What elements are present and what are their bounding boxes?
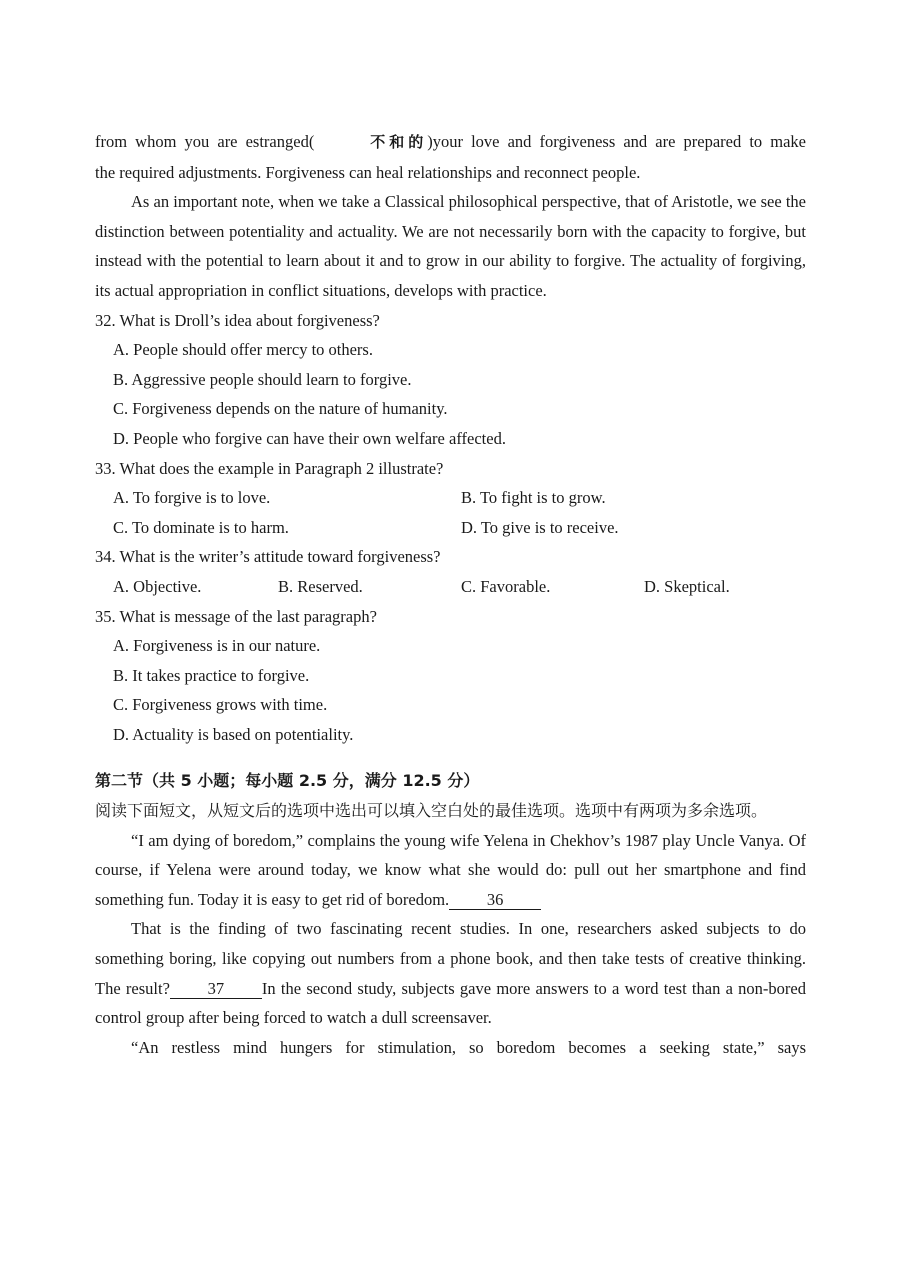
section2-paragraph-1 — [95, 826, 806, 915]
option-a: A. People should offer mercy to others. — [113, 340, 373, 360]
option-row — [95, 572, 806, 602]
option-a: A. To forgive is to love. — [113, 488, 271, 508]
option-d: D. To give is to receive. — [461, 517, 619, 537]
blank-37: 37 — [170, 980, 262, 999]
section2-paragraph-2 — [95, 914, 806, 1032]
passage-line-1 — [95, 127, 806, 158]
option-row — [95, 483, 806, 513]
option-a: A. Forgiveness is in our nature. — [113, 636, 321, 656]
paragraph-text-continued: In the second study, subjects gave more answers to a word test than a non-bored control group after being forced to watch a dull screensaver. — [95, 978, 806, 1028]
section-spacer — [95, 749, 806, 766]
question-stem: 33. What does the example in Paragraph 2 illustrate? — [95, 458, 444, 478]
option-b: B. It takes practice to forgive. — [113, 665, 310, 685]
chinese-gloss: 不和的 — [366, 133, 428, 151]
question-34 — [95, 542, 806, 601]
passage-last-paragraph: As an important note, when we take a Classical philosophical perspective, that of Aristotle, we see the distinction between potentiality and actuality. We are not necessarily born with the capacity to forgive, but instead with the potential to learn about it and to grow in our ability to forgive. The actuality of forgiving, its actual appropriation in conflict situations, develops with practice. — [95, 192, 806, 300]
option-c: C. Forgiveness grows with time. — [113, 695, 328, 715]
blank-36: 36 — [449, 891, 541, 910]
option-c: C. Forgiveness depends on the nature of humanity. — [113, 399, 448, 419]
option-d: D. Skeptical. — [644, 576, 730, 596]
exam-page — [95, 127, 806, 1062]
section2-paragraph-3: “An restless mind hungers for stimulation, so boredom becomes a seeking state,” says — [131, 1037, 806, 1057]
question-stem: 32. What is Droll’s idea about forgiveness? — [95, 310, 380, 330]
question-stem: 35. What is message of the last paragraph? — [95, 606, 377, 626]
option-b: B. To fight is to grow. — [461, 488, 606, 508]
option-c: C. Favorable. — [461, 576, 551, 596]
passage-line-1-start: from whom you are estranged( — [95, 132, 315, 151]
option-d: D. Actuality is based on potentiality. — [113, 724, 354, 744]
section-heading: 第二节（共 5 小题；每小题 2.5 分，满分 12.5 分） — [95, 771, 480, 791]
option-a: A. Objective. — [113, 576, 202, 596]
paragraph-text: That is the finding of two fascinating recent studies. In one, researchers asked subjects to do something boring, like copying out numbers from a phone book, and then take tests of creative thinking. The result? — [95, 919, 806, 998]
passage-line-1-end: )your love and forgiveness and are prepared to make — [427, 132, 806, 151]
option-b: B. Reserved. — [278, 576, 363, 596]
option-b: B. Aggressive people should learn to forgive. — [113, 369, 412, 389]
question-32 — [95, 306, 806, 454]
question-stem: 34. What is the writer’s attitude toward forgiveness? — [95, 547, 441, 567]
option-c: C. To dominate is to harm. — [113, 517, 289, 537]
question-33 — [95, 454, 806, 543]
question-35 — [95, 602, 806, 750]
option-row — [95, 513, 806, 543]
passage-line-2: the required adjustments. Forgiveness can heal relationships and reconnect people. — [95, 162, 641, 182]
option-d: D. People who forgive can have their own welfare affected. — [113, 428, 506, 448]
paragraph-text: “I am dying of boredom,” complains the young wife Yelena in Chekhov’s 1987 play Uncle Vanya. Of course, if Yelena were around today, we know what she would do: pull out her smartphone and find something fun. Today it is easy to get rid of boredom. — [95, 830, 806, 909]
section-instruction: 阅读下面短文，从短文后的选项中选出可以填入空白处的最佳选项。选项中有两项为多余选项。 — [95, 801, 768, 821]
